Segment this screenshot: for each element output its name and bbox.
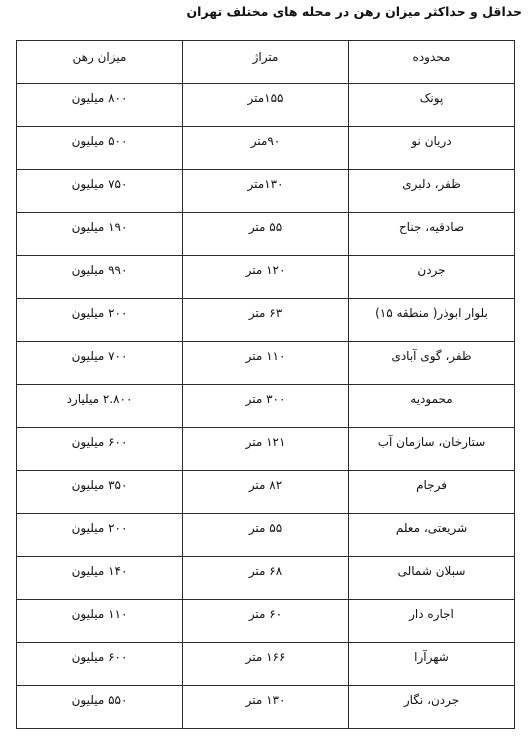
rent-table (16, 40, 515, 729)
page-title: حداقل و حداکثر میزان رهن در محله های مختلف تهران (186, 4, 522, 19)
cell-area: دریان نو (349, 127, 515, 170)
table-row (17, 514, 515, 557)
cell-size: ۵۵ متر (183, 213, 349, 256)
table-row (17, 213, 515, 256)
cell-size: ۶۰ متر (183, 600, 349, 643)
header-size: متراژ (183, 41, 349, 84)
table-row (17, 342, 515, 385)
cell-size: ۶۸ متر (183, 557, 349, 600)
table-row (17, 428, 515, 471)
table-row (17, 84, 515, 127)
cell-size: ۱۵۵متر (183, 84, 349, 127)
cell-rent: ۲۰۰ میلیون (17, 514, 183, 557)
cell-rent: ۶۰۰ میلیون (17, 643, 183, 686)
cell-area: ستارخان، سازمان آب (349, 428, 515, 471)
cell-area: سبلان شمالی (349, 557, 515, 600)
cell-size: ۸۲ متر (183, 471, 349, 514)
table-row (17, 385, 515, 428)
cell-rent: ۵۰۰ میلیون (17, 127, 183, 170)
table-body (17, 84, 515, 729)
header-rent: میزان رهن (17, 41, 183, 84)
cell-area: جردن، نگار (349, 686, 515, 729)
cell-area: بلوار ابوذر( منطقه ۱۵) (349, 299, 515, 342)
cell-size: ۱۱۰ متر (183, 342, 349, 385)
table-row (17, 127, 515, 170)
table-row (17, 256, 515, 299)
cell-rent: ۵۵۰ میلیون (17, 686, 183, 729)
cell-rent: ۲.۸۰۰ میلیارد (17, 385, 183, 428)
cell-area: شهرآرا (349, 643, 515, 686)
table-row (17, 557, 515, 600)
cell-area: ظفر، دلبری (349, 170, 515, 213)
cell-rent: ۷۰۰ میلیون (17, 342, 183, 385)
cell-rent: ۸۰۰ میلیون (17, 84, 183, 127)
cell-area: فرجام (349, 471, 515, 514)
table-header (17, 41, 515, 84)
cell-rent: ۱۴۰ میلیون (17, 557, 183, 600)
table-row (17, 686, 515, 729)
cell-size: ۱۲۱ متر (183, 428, 349, 471)
table-row (17, 471, 515, 514)
cell-rent: ۱۹۰ میلیون (17, 213, 183, 256)
header-row (17, 41, 515, 84)
cell-size: ۱۳۰متر (183, 170, 349, 213)
cell-rent: ۹۹۰ میلیون (17, 256, 183, 299)
cell-area: ظفر، گوی آبادی (349, 342, 515, 385)
cell-size: ۱۲۰ متر (183, 256, 349, 299)
cell-size: ۵۵ متر (183, 514, 349, 557)
cell-size: ۱۳۰ متر (183, 686, 349, 729)
cell-area: پونک (349, 84, 515, 127)
header-area: محدوده (349, 41, 515, 84)
table-row (17, 299, 515, 342)
cell-size: ۶۳ متر (183, 299, 349, 342)
cell-area: صادقیه، جناح (349, 213, 515, 256)
cell-area: جردن (349, 256, 515, 299)
table-row (17, 170, 515, 213)
cell-rent: ۲۰۰ میلیون (17, 299, 183, 342)
cell-size: ۳۰۰ متر (183, 385, 349, 428)
cell-area: محمودیه (349, 385, 515, 428)
cell-rent: ۶۰۰ میلیون (17, 428, 183, 471)
cell-size: ۹۰متر (183, 127, 349, 170)
cell-rent: ۷۵۰ میلیون (17, 170, 183, 213)
cell-area: شریعتی، معلم (349, 514, 515, 557)
table-row (17, 643, 515, 686)
cell-rent: ۳۵۰ میلیون (17, 471, 183, 514)
cell-area: اجاره دار (349, 600, 515, 643)
table-row (17, 600, 515, 643)
cell-size: ۱۶۶ متر (183, 643, 349, 686)
cell-rent: ۱۱۰ میلیون (17, 600, 183, 643)
rent-table-container (16, 40, 514, 729)
